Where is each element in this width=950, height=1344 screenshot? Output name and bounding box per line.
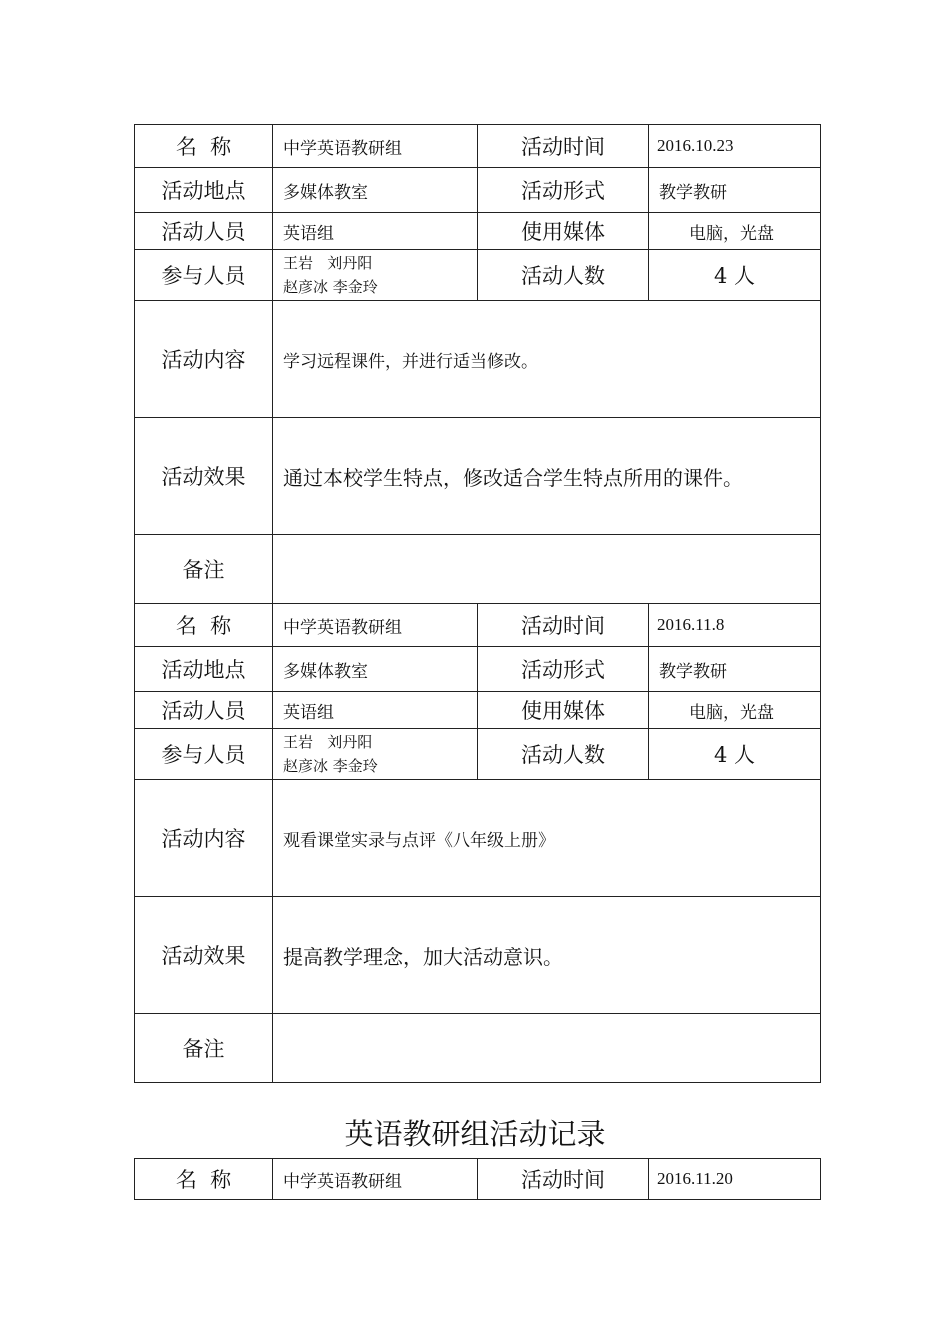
row-content [135, 301, 821, 418]
staff-value: 英语组 [273, 213, 478, 250]
place-label: 活动地点 [135, 168, 273, 213]
remark-label: 备注 [135, 535, 273, 604]
time-value: 2016.11.8 [649, 604, 821, 647]
time-value: 2016.10.23 [649, 125, 821, 168]
media-value: 电脑，光盘 [649, 692, 821, 729]
count-value: 4 人 [649, 250, 821, 301]
participants-line-2: 赵彦冰 李金玲 [283, 278, 378, 296]
participants-label: 参与人员 [135, 250, 273, 301]
time-label: 活动时间 [478, 604, 649, 647]
form-value: 教学教研 [649, 168, 821, 213]
time-value: 2016.11.20 [649, 1159, 821, 1200]
row-content [135, 780, 821, 897]
name-value: 中学英语教研组 [273, 1159, 478, 1200]
name-value: 中学英语教研组 [273, 604, 478, 647]
row-name [135, 1159, 821, 1200]
row-staff [135, 692, 821, 729]
count-value: 4 人 [649, 729, 821, 780]
activity-record-table-3 [134, 1158, 821, 1200]
remark-label: 备注 [135, 1014, 273, 1083]
row-remark [135, 1014, 821, 1083]
staff-value: 英语组 [273, 692, 478, 729]
section-title: 英语教研组活动记录 [344, 1117, 606, 1151]
remark-value [273, 1014, 821, 1083]
participants-line-2: 赵彦冰 李金玲 [283, 757, 378, 775]
participants-line-1: 王岩 刘丹阳 [283, 254, 373, 272]
effect-label: 活动效果 [135, 897, 273, 1014]
form-label: 活动形式 [478, 647, 649, 692]
row-name [135, 604, 821, 647]
participants-value [273, 250, 478, 301]
place-value: 多媒体教室 [273, 647, 478, 692]
form-label: 活动形式 [478, 168, 649, 213]
place-value: 多媒体教室 [273, 168, 478, 213]
activity-record-table-1 [134, 124, 821, 604]
row-effect [135, 418, 821, 535]
name-label: 名 称 [135, 125, 273, 168]
participants-label: 参与人员 [135, 729, 273, 780]
row-place [135, 168, 821, 213]
effect-value: 提高教学理念，加大活动意识。 [273, 897, 821, 1014]
name-label: 名 称 [135, 1159, 273, 1200]
media-value: 电脑，光盘 [649, 213, 821, 250]
count-label: 活动人数 [478, 729, 649, 780]
form-value: 教学教研 [649, 647, 821, 692]
staff-label: 活动人员 [135, 692, 273, 729]
name-value: 中学英语教研组 [273, 125, 478, 168]
content-value: 学习远程课件，并进行适当修改。 [273, 301, 821, 418]
participants-line-1: 王岩 刘丹阳 [283, 733, 373, 751]
staff-label: 活动人员 [135, 213, 273, 250]
count-label: 活动人数 [478, 250, 649, 301]
effect-label: 活动效果 [135, 418, 273, 535]
row-staff [135, 213, 821, 250]
row-participants [135, 729, 821, 780]
row-remark [135, 535, 821, 604]
row-participants [135, 250, 821, 301]
content-value: 观看课堂实录与点评《八年级上册》 [273, 780, 821, 897]
media-label: 使用媒体 [478, 213, 649, 250]
remark-value [273, 535, 821, 604]
row-place [135, 647, 821, 692]
participants-value [273, 729, 478, 780]
place-label: 活动地点 [135, 647, 273, 692]
media-label: 使用媒体 [478, 692, 649, 729]
activity-record-table-2 [134, 603, 821, 1083]
time-label: 活动时间 [478, 125, 649, 168]
content-label: 活动内容 [135, 301, 273, 418]
row-effect [135, 897, 821, 1014]
name-label: 名 称 [135, 604, 273, 647]
time-label: 活动时间 [478, 1159, 649, 1200]
row-name [135, 125, 821, 168]
content-label: 活动内容 [135, 780, 273, 897]
effect-value: 通过本校学生特点，修改适合学生特点所用的课件。 [273, 418, 821, 535]
